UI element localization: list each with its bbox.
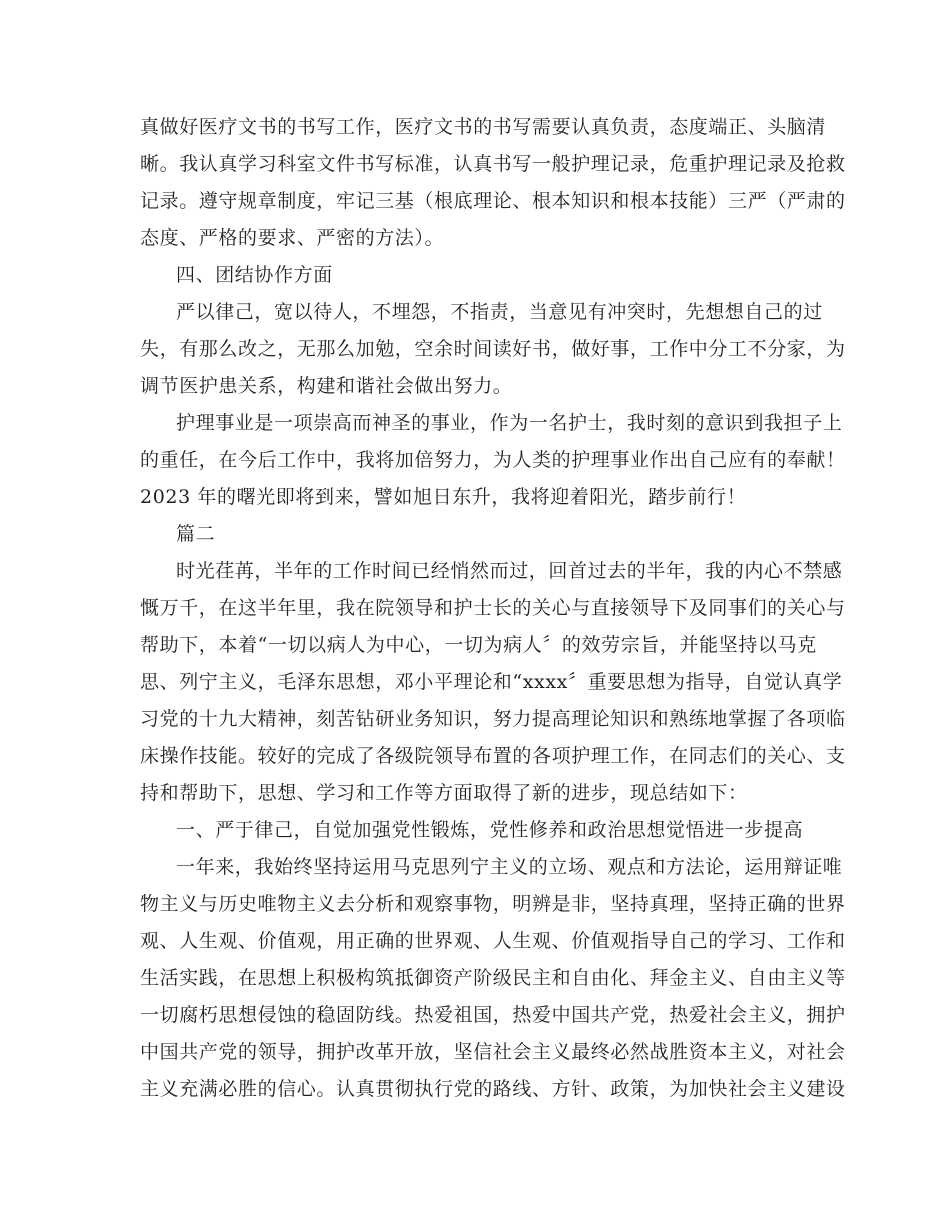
text-line: 帮助下，本着“一切以病人为中心，一切为病人〞的效劳宗旨，并能坚持以马克: [140, 634, 817, 656]
text-line: 护理事业是一项崇高而神圣的事业，作为一名护士，我时刻的意识到我担子上: [176, 412, 843, 434]
text-line: 观、人生观、价值观，用正确的世界观、人生观、价值观指导自己的学习、工作和: [140, 930, 846, 952]
text-line: 中国共产党的领导，拥护改革开放，坚信社会主义最终必然战胜资本主义，对社会: [140, 1041, 846, 1063]
text-line: 态度、严格的要求、严密的方法）。: [140, 227, 445, 249]
text-line: 记录。遵守规章制度，牢记三基（根底理论、根本知识和根本技能）三严（严肃的: [140, 190, 846, 212]
text-line: 习党的十九大精神，刻苦钻研业务知识，努力提高理论知识和熟练地掌握了各项临: [140, 708, 846, 730]
text-line: 严以律己，宽以待人，不埋怨，不指责，当意见有冲突时，先想想自己的过: [176, 301, 823, 323]
text-line: 一年来，我始终坚持运用马克思列宁主义的立场、观点和方法论，运用辩证唯: [176, 856, 843, 878]
text-line: 真做好医疗文书的书写工作，医疗文书的书写需要认真负责，态度端正、头脑清: [140, 116, 827, 138]
text-line: 思、列宁主义，毛泽东思想，邓小平理论和“xxxx〞重要思想为指导，自觉认真学: [140, 671, 843, 693]
text-line: 床操作技能。较好的完成了各级院领导布置的各项护理工作，在同志们的关心、支: [140, 745, 846, 767]
text-line: 的重任，在今后工作中，我将加倍努力，为人类的护理事业作出自己应有的奉献！: [140, 449, 846, 471]
section-heading: 篇二: [176, 523, 216, 545]
section-heading: 一、严于律己，自觉加强党性锻炼，党性修养和政治思想觉悟进一步提高: [176, 819, 804, 841]
text-line: 失，有那么改之，无那么加勉，空余时间读好书，做好事，工作中分工不分家，为: [140, 338, 846, 360]
text-line: 时光荏苒，半年的工作时间已经悄然而过，回首过去的半年，我的内心不禁感: [176, 560, 843, 582]
text-line: 生活实践，在思想上积极构筑抵御资产阶级民主和自由化、拜金主义、自由主义等: [140, 967, 846, 989]
text-line: 2023 年的曙光即将到来，譬如旭日东升，我将迎着阳光，踏步前行！: [140, 486, 747, 508]
text-line: 慨万千，在这半年里，我在院领导和护士长的关心与直接领导下及同事们的关心与: [140, 597, 846, 619]
text-line: 一切腐朽思想侵蚀的稳固防线。热爱祖国，热爱中国共产党，热爱社会主义，拥护: [140, 1004, 846, 1026]
text-line: 晰。我认真学习科室文件书写标准，认真书写一般护理记录，危重护理记录及抢救: [140, 153, 846, 175]
text-line: 持和帮助下，思想、学习和工作等方面取得了新的进步，现总结如下：: [140, 782, 748, 804]
text-line: 物主义与历史唯物主义去分析和观察事物，明辨是非，坚持真理，坚持正确的世界: [140, 893, 846, 915]
text-line: 主义充满必胜的信心。认真贯彻执行党的路线、方针、政策，为加快社会主义建设: [140, 1078, 846, 1100]
text-line: 调节医护患关系，构建和谐社会做出努力。: [140, 375, 513, 397]
section-heading: 四、团结协作方面: [176, 264, 333, 286]
